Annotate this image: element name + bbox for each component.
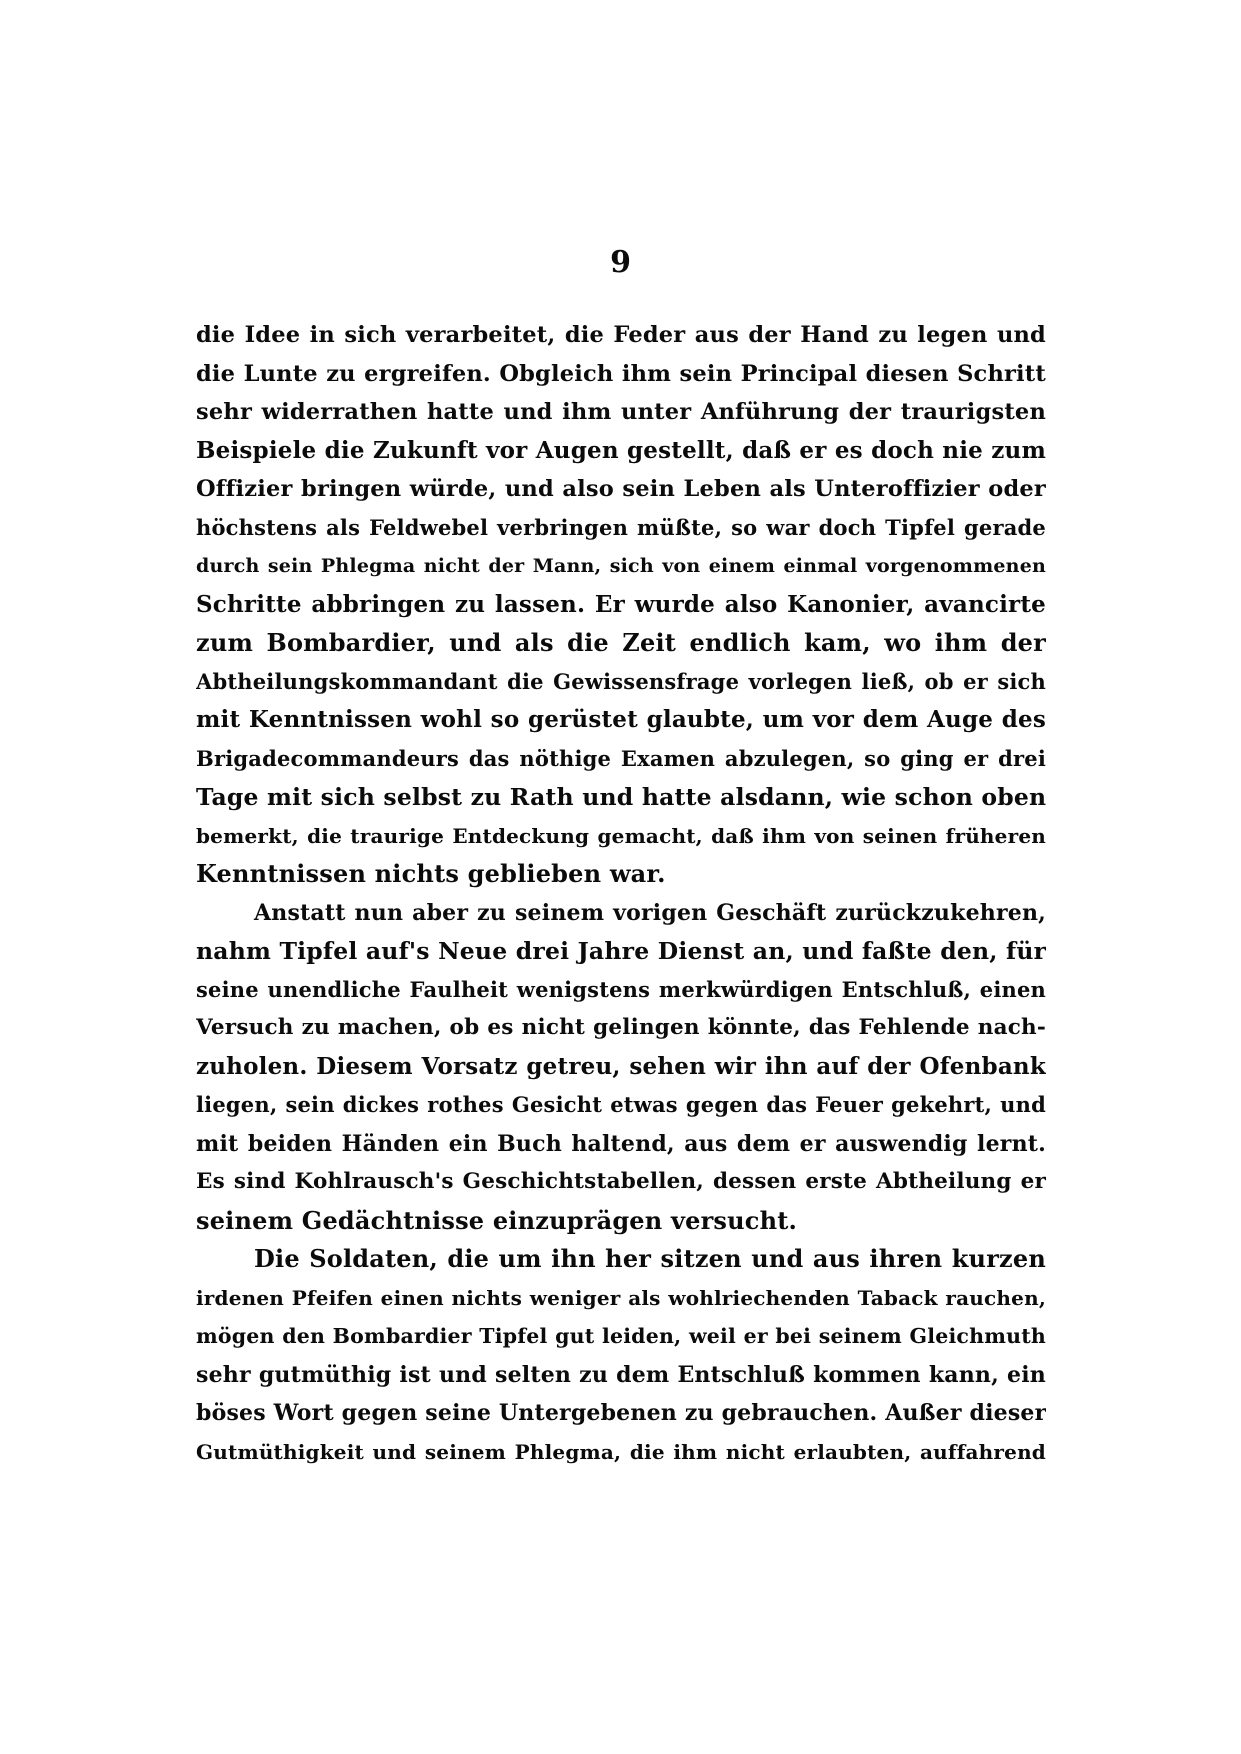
text-line: Anstatt nun aber zu seinem vorigen Geschäft zurückzukehren, [254, 899, 1046, 926]
text-line: höchstens als Feldwebel verbringen müßte, so war doch Tipfel gerade [196, 514, 1046, 540]
text-line: seine unendliche Faulheit wenigstens merkwürdigen Entschluß, einen [196, 976, 1046, 1002]
text-line: liegen, sein dickes rothes Gesicht etwas gegen das Feuer gekehrt, und [196, 1092, 1046, 1117]
text-line: bemerkt, die traurige Entdeckung gemacht, daß ihm von seinen früheren [196, 823, 1046, 848]
text-line: mit beiden Händen ein Buch haltend, aus dem er auswendig lernt. [196, 1130, 1046, 1157]
text-line: zum Bombardier, und als die Zeit endlich kam, wo ihm der [196, 628, 1046, 657]
paragraph [196, 316, 1046, 894]
text-line: sehr widerrathen hatte und ihm unter Anführung der traurigsten [196, 399, 1046, 425]
text-line: mögen den Bombardier Tipfel gut leiden, weil er bei seinem Gleichmuth [196, 1324, 1046, 1348]
paragraph [196, 1240, 1046, 1471]
text-line: Gutmüthigkeit und seinem Phlegma, die ihm nicht erlaubten, auffahrend [196, 1439, 1046, 1464]
paragraph [196, 894, 1046, 1241]
text-line: Schritte abbringen zu lassen. Er wurde also Kanonier, avancirte [196, 590, 1046, 618]
text-line: Beispiele die Zukunft vor Augen gestellt, daß er es doch nie zum [196, 436, 1046, 464]
text-line: sehr gutmüthig ist und selten zu dem Entschluß kommen kann, ein [196, 1361, 1046, 1388]
text-line: nahm Tipfel auf's Neue drei Jahre Dienst an, und faßte den, für [196, 937, 1046, 965]
page-number: 9 [610, 245, 631, 280]
text-line: seinem Gedächtnisse einzuprägen versucht. [196, 1205, 798, 1235]
text-line: die Lunte zu ergreifen. Obgleich ihm sein Principal diesen Schritt [196, 360, 1046, 387]
text-line: Brigadecommandeurs das nöthige Examen abzulegen, so ging er drei [196, 745, 1046, 771]
text-line: mit Kenntnissen wohl so gerüstet glaubte, um vor dem Auge des [196, 706, 1046, 733]
text-line: durch sein Phlegma nicht der Mann, sich von einem einmal vorgenommenen [196, 555, 1046, 577]
text-line: böses Wort gegen seine Untergebenen zu gebrauchen. Außer dieser [196, 1400, 1046, 1426]
body-text [196, 316, 1046, 1471]
text-line: Offizier bringen würde, und also sein Leben als Unteroffizier oder [196, 476, 1046, 502]
text-line: Tage mit sich selbst zu Rath und hatte alsdann, wie schon oben [196, 783, 1046, 811]
text-line: Abtheilungskommandant die Gewissensfrage vorlegen ließ, ob er sich [196, 668, 1046, 694]
text-line: Die Soldaten, die um ihn her sitzen und aus ihren kurzen [254, 1244, 1046, 1273]
text-line: irdenen Pfeifen einen nichts weniger als wohlriechenden Taback rauchen, [196, 1285, 1046, 1310]
text-line: Es sind Kohlrausch's Geschichtstabellen, dessen erste Abtheilung er [196, 1169, 1046, 1194]
text-line: zuholen. Diesem Vorsatz getreu, sehen wir ihn auf der Ofenbank [196, 1052, 1046, 1080]
text-line: Kenntnissen nichts geblieben war. [196, 859, 666, 888]
text-line: Versuch zu machen, ob es nicht gelingen könnte, das Fehlende nach- [196, 1015, 1046, 1040]
text-line: die Idee in sich verarbeitet, die Feder aus der Hand zu legen und [196, 322, 1046, 348]
